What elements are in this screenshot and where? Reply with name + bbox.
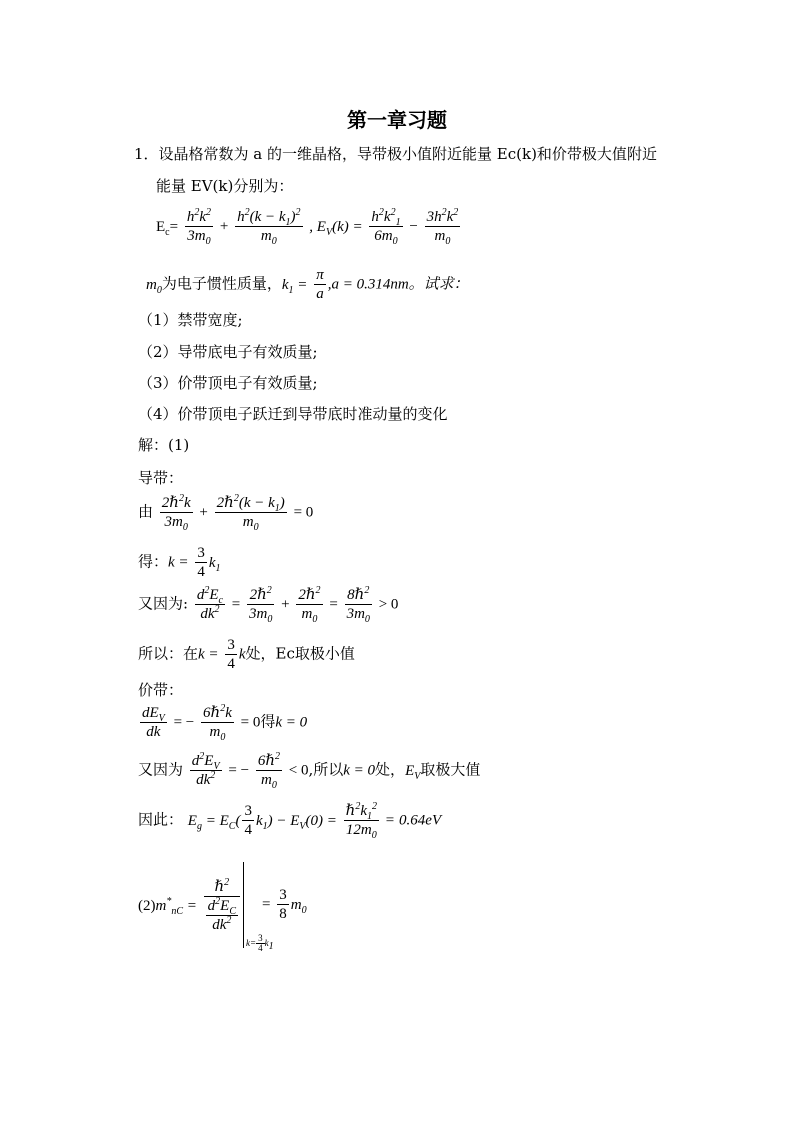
- because-text: 又因为:: [138, 594, 189, 613]
- so-at-text: ,所以: [308, 760, 344, 779]
- part2-label: (2): [138, 898, 156, 914]
- max-text: 取极大值: [420, 760, 481, 779]
- band-gap-result: 因此： $E_g = E_C$( $\frac{3}{4}$ $k_1) - E_V(0)$ = $\frac{\hbar^2k_1^2}{12m_0}$ = 0.64eV: [138, 801, 442, 841]
- effective-mass-result: = $\frac{3}{8}$ $m_0$: [262, 887, 307, 922]
- mass-definition: $m_0$为电子惯性质量，$k_1$ = $\frac{\pi}{a}$ ,a = 0.314nm。试求：: [146, 267, 469, 302]
- mass-values: ,a = 0.314nm。试求：: [327, 276, 469, 293]
- evaluation-bar: [243, 862, 244, 948]
- valence-label: 价带：: [138, 681, 184, 699]
- therefore-text: 所以：在: [138, 644, 199, 663]
- question-item-2: （2）导带底电子有效质量;: [138, 343, 318, 361]
- valence-derivative: $\frac{dE_V}{dk}$ = − $\frac{6\hbar^2k}{m_0}$ = 0得k = 0: [142, 703, 308, 743]
- conduction-label: 导带：: [138, 469, 184, 487]
- from-text: 由: [138, 502, 154, 521]
- at-max-text: 处，: [375, 760, 406, 779]
- problem-line-2: 能量 EV(k)分别为：: [156, 177, 294, 195]
- second-derivative-valence: 又因为 $\frac{d^2E_V}{dk^2}$ = − $\frac{6\hbar^2}{m_0}$ < 0,所以k = 0处，$E_V$取极大值: [138, 751, 481, 791]
- because2-text: 又因为: [138, 760, 184, 779]
- energy-equations: $E_c=$ $\frac{h^2k^2}{3m_0}$ + $\frac{h^2(k - k_1)^2}{m_0}$ , $E_V(k)$ = $\frac{h^2k^2_1}{6m_0}$ − $\frac{3h^2k^2}{m_0}$: [156, 207, 459, 247]
- problem-line-1: 1．设晶格常数为 a 的一维晶格，导带极小值附近能量 Ec(k)和价带极大值附近: [134, 145, 657, 163]
- question-item-1: （1）禁带宽度;: [138, 311, 243, 329]
- mass-text: 为电子惯性质量，: [161, 274, 282, 293]
- hence-text: 因此：: [138, 810, 184, 829]
- page-title: 第一章习题: [347, 108, 447, 132]
- conduction-minimum: 所以：在k = $\frac{3}{4}$ k处，Ec取极小值: [138, 637, 355, 672]
- effective-mass-equation: $(2)m^*_{nC}$ = $\frac{\hbar^2}{\frac{d^2E_C}{dk^2}}$: [138, 878, 242, 934]
- solution-label: 解：(1): [138, 436, 190, 454]
- eg-value: 0.64eV: [399, 812, 442, 829]
- get-text: 得：: [138, 552, 169, 571]
- get2-text: 得: [260, 712, 276, 731]
- derivative-condition: 由 $\frac{2\hbar^2k}{3m_0}$ + $\frac{2\hbar^2(k - k_1)}{m_0}$ = 0: [138, 493, 314, 533]
- question-item-3: （3）价带顶电子有效质量;: [138, 374, 318, 392]
- k-result: 得：k = $\frac{3}{4}$ $k_1$: [138, 545, 221, 580]
- evaluation-point: k= $\frac{3}{4}$ $k_1$: [246, 933, 274, 953]
- question-item-4: （4）价带顶电子跃迁到导带底时准动量的变化: [138, 405, 448, 423]
- second-derivative-conduction: 又因为: $\frac{d^2E_c}{dk^2}$ = $\frac{2\hbar^2}{3m_0}$ + $\frac{2\hbar^2}{m_0}$ = $\frac{8\hbar^2}{3m_0}$ > 0: [138, 585, 399, 625]
- at-min-text: 处，Ec取极小值: [245, 644, 355, 663]
